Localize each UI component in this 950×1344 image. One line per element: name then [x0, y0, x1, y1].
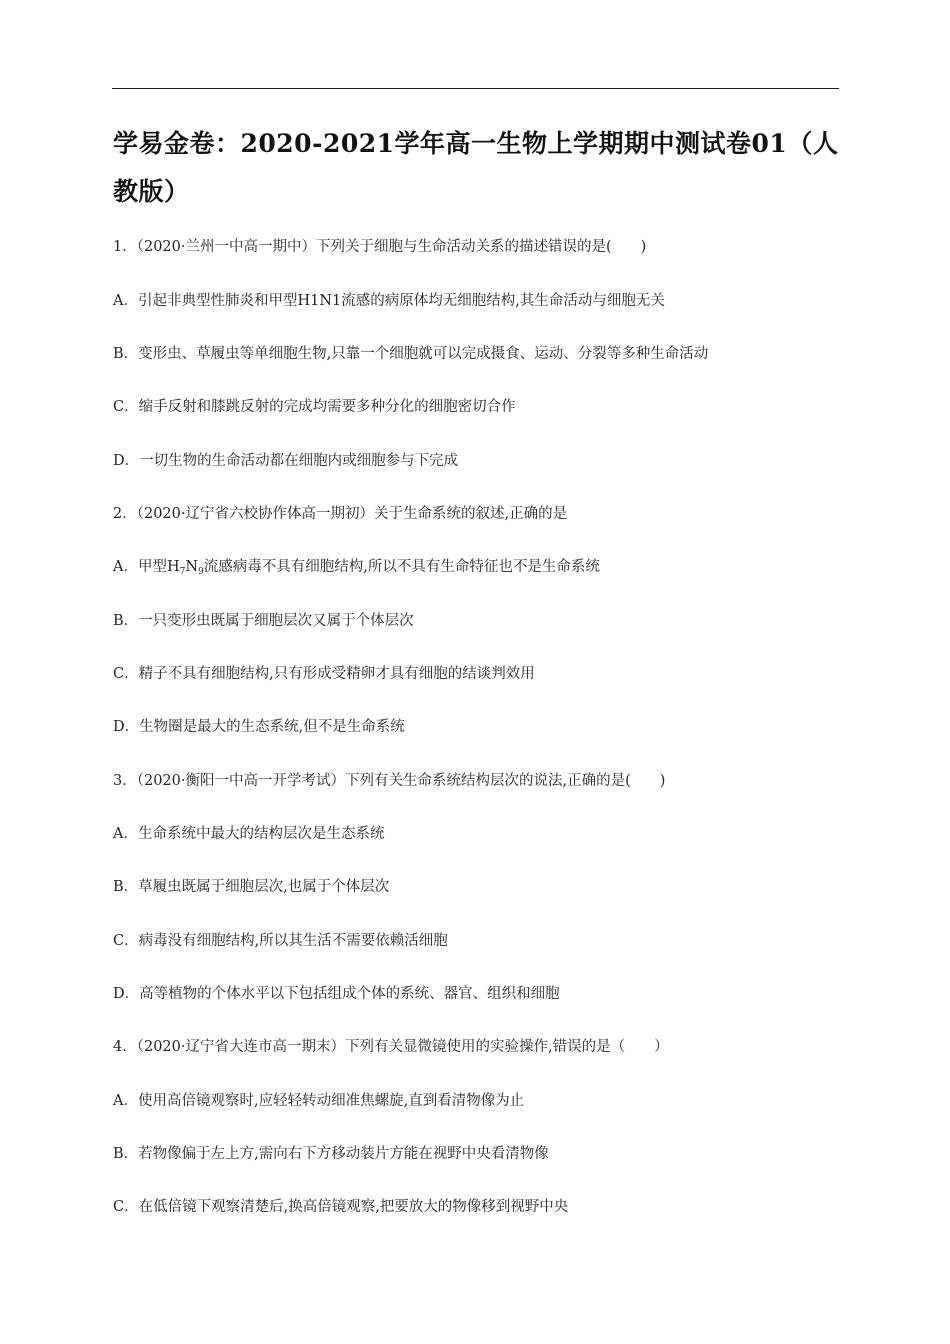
question-3-option-b: B．草履虫既属于细胞层次,也属于个体层次 [113, 879, 390, 895]
question-3-option-d: D．高等植物的个体水平以下包括组成个体的系统、器官、组织和细胞 [113, 986, 560, 1002]
question-2-stem: 2．（2020·辽宁省六校协作体高一期初）关于生命系统的叙述,正确的是 [113, 506, 568, 522]
virus-h: H [166, 559, 180, 575]
question-1-option-a: A．引起非典型性肺炎和甲型H1N1流感的病原体均无细胞结构,其生命活动与细胞无关 [113, 293, 665, 309]
page-title: 学易金卷：2020-2021学年高一生物上学期期中测试卷01（人教版） [113, 129, 839, 206]
question-4-stem: 4．（2020·辽宁省大连市高一期末）下列有关显微镜使用的实验操作,错误的是（ ） [113, 1039, 669, 1055]
question-1-option-d: D．一切生物的生命活动都在细胞内或细胞参与下完成 [113, 453, 459, 469]
question-3-option-a: A．生命系统中最大的结构层次是生态系统 [113, 826, 385, 842]
header-rule [112, 88, 839, 89]
question-2-option-c: C．精子不具有细胞结构,只有形成受精卵才具有细胞的结谈判效用 [113, 666, 535, 682]
question-1-option-b: B．变形虫、草履虫等单细胞生物,只靠一个细胞就可以完成摄食、运动、分裂等多种生命活动 [113, 346, 709, 362]
question-2-option-d: D．生物圈是最大的生态系统,但不是生命系统 [113, 719, 405, 735]
question-2-option-a [113, 557, 853, 577]
virus-n-subscript: 9 [198, 567, 204, 577]
question-3-option-c: C．病毒没有细胞结构,所以其生活不需要依赖活细胞 [113, 933, 448, 949]
option-a-prefix: A．甲型 [113, 559, 167, 575]
option-a-suffix: 流感病毒不具有细胞结构,所以不具有生命特征也不是生命系统 [203, 559, 600, 575]
question-2-option-b: B．一只变形虫既属于细胞层次又属于个体层次 [113, 613, 414, 629]
question-1-stem: 1．（2020·兰州一中高一期中）下列关于细胞与生命活动关系的描述错误的是( ) [113, 239, 647, 255]
question-4-option-b: B．若物像偏于左上方,需向右下方移动装片方能在视野中央看清物像 [113, 1146, 549, 1162]
question-4-option-a: A．使用高倍镜观察时,应轻轻转动细准焦螺旋,直到看清物像为止 [113, 1093, 525, 1109]
virus-h-subscript: 7 [179, 567, 186, 577]
question-4-option-c: C．在低倍镜下观察清楚后,换高倍镜观察,把要放大的物像移到视野中央 [113, 1199, 569, 1215]
question-3-stem: 3．（2020·衡阳一中高一开学考试）下列有关生命系统结构层次的说法,正确的是( ) [113, 773, 666, 789]
virus-n: N [185, 559, 199, 575]
question-1-option-c: C．缩手反射和膝跳反射的完成均需要多种分化的细胞密切合作 [113, 399, 516, 415]
